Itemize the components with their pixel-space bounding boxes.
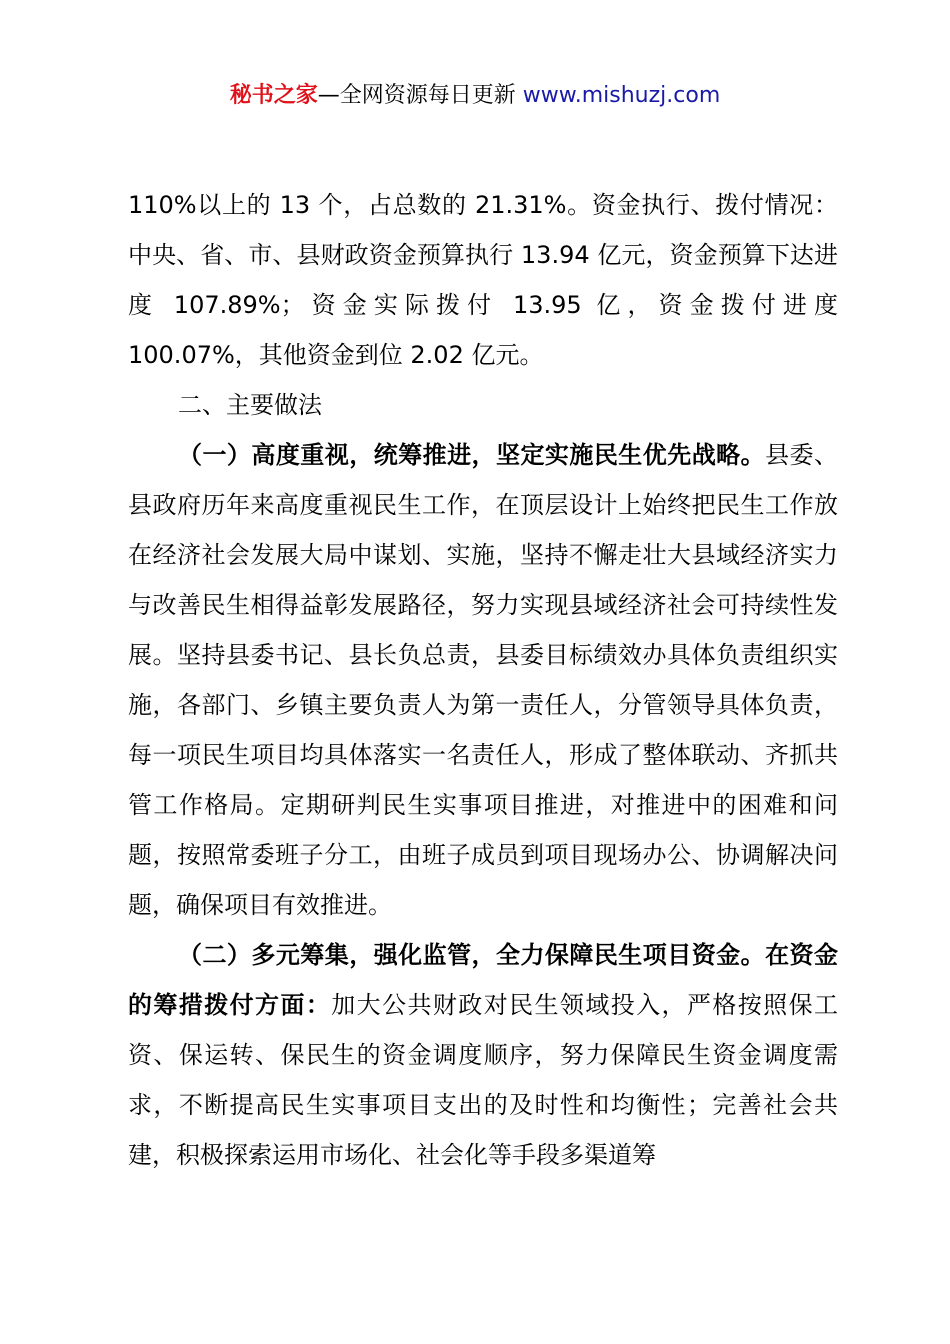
section-heading-text: 二、主要做法 <box>178 391 322 419</box>
page-header <box>0 80 950 112</box>
header-tagline: —全网资源每日更新 <box>317 83 523 108</box>
section-heading <box>128 380 838 430</box>
paragraph-two <box>128 930 838 1180</box>
header-url[interactable]: www.mishuzj.com <box>522 83 721 108</box>
paragraph-one <box>128 430 838 930</box>
paragraph-lead: （一）高度重视，统筹推进，坚定实施民生优先战略。 <box>178 441 766 469</box>
paragraph-text: 加大公共财政对民生领域投入，严格按照保工资、保运转、保民生的资金调度顺序，努力保障民生资金调度需求，不断提高民生实事项目支出的及时性和均衡性；完善社会共建，积极探索运用市场化、社会化等手段多渠道筹 <box>128 991 839 1169</box>
brand-name: 秘书之家 <box>229 83 318 108</box>
document-body <box>128 180 838 1180</box>
paragraph-summary <box>128 180 838 380</box>
paragraph-text: 110%以上的 13 个，占总数的 21.31%。资金执行、拨付情况：中央、省、市、县财政资金预算执行 13.94 亿元，资金预算下达进度 107.89%；资金实际拨付 13.95 亿，资金拨付进度 100.07%，其他资金到位 2.02 亿元。 <box>128 191 838 369</box>
paragraph-lead: （二）多元筹集，强化监管，全力保障民生项目资金。在资金的筹措拨付方面： <box>128 941 838 1019</box>
paragraph-text: 县委、县政府历年来高度重视民生工作，在顶层设计上始终把民生工作放在经济社会发展大局中谋划、实施，坚持不懈走壮大县域经济实力与改善民生相得益彰发展路径，努力实现县域经济社会可持续性发展。坚持县委书记、县长负总责，县委目标绩效办具体负责组织实施，各部门、乡镇主要负责人为第一责任人，分管领导具体负责，每一项民生项目均具体落实一名责任人，形成了整体联动、齐抓共管工作格局。定期研判民生实事项目推进，对推进中的困难和问题，按照常委班子分工，由班子成员到项目现场办公、协调解决问题，确保项目有效推进。 <box>128 441 839 919</box>
